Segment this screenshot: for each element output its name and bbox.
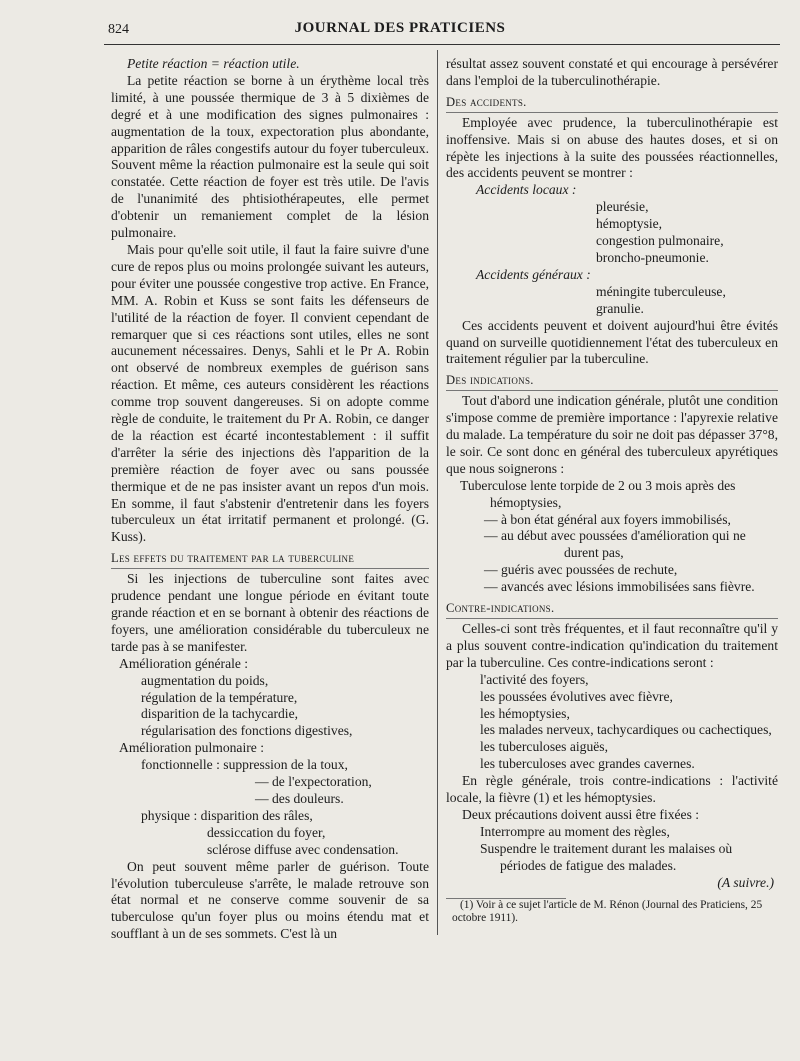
list-item: — des douleurs. xyxy=(255,790,344,806)
list-item: congestion pulmonaire, xyxy=(596,233,724,249)
list-item: hémoptysie, xyxy=(596,216,663,232)
list-item: les tuberculoses avec grandes cavernes. xyxy=(480,756,695,772)
paragraph: En règle générale, trois contre-indications : l'activité locale, la fièvre (1) et les hémoptysies. xyxy=(446,773,778,806)
list-label: Amélioration générale : xyxy=(119,655,249,671)
list-item: physique : disparition des râles, xyxy=(141,807,313,823)
list-item: — à bon état général aux foyers immobilisés, xyxy=(484,511,731,527)
paragraph: Celles-ci sont très fréquentes, et il faut reconnaître qu'il y a plus souvent contre-indication qu'indication du traitement par la tuberculine. Ces contre-indications seront : xyxy=(446,621,778,670)
column-divider xyxy=(437,50,438,935)
list-item: régularisation des fonctions digestives, xyxy=(141,723,353,739)
list-item: — guéris avec poussées de rechute, xyxy=(484,562,678,578)
list-item: Interrompre au moment des règles, xyxy=(480,823,670,839)
list-item: les malades nerveux, tachycardiques ou cachectiques, xyxy=(480,722,772,738)
paragraph: Tout d'abord une indication générale, plutôt une condition s'impose comme de première importance : l'apyrexie relative du malade. La température du soir ne doit pas dépasser 37°8, le soir. Ce sont donc en général des tuberculeux apyrétiques que nous soignerons : xyxy=(446,393,778,476)
list-item: broncho-pneumonie. xyxy=(596,249,709,265)
list-item: pleurésie, xyxy=(596,199,649,215)
header-rule xyxy=(104,44,780,45)
right-column xyxy=(446,56,778,925)
list-item: Suspendre le traitement durant les malaises où périodes de fatigue des malades. xyxy=(480,840,733,873)
paragraph: Deux précautions doivent aussi être fixées : xyxy=(462,806,700,822)
paragraph: Si les injections de tuberculine sont faites avec prudence pendant une longue période en évitant toute grande réaction et en se bornant à obtenir des réactions de foyers, une amélioration considérable du tuberculeux ne tarde pas à se manifester. xyxy=(111,571,429,654)
running-header xyxy=(0,18,800,44)
footnote: (1) Voir à ce sujet l'article de M. Rénon (Journal des Praticiens, 25 octobre 1911). xyxy=(452,898,763,924)
list-item: disparition de la tachycardie, xyxy=(141,706,299,722)
to-be-continued: (A suivre.) xyxy=(717,874,774,890)
section-heading: Les effets du traitement par la tuberculine xyxy=(111,550,429,569)
list-label: Accidents locaux : xyxy=(476,182,577,198)
journal-title: JOURNAL DES PRATICIENS xyxy=(294,20,506,36)
list-item: les poussées évolutives avec fièvre, xyxy=(480,688,673,704)
list-item: méningite tuberculeuse, xyxy=(596,283,726,299)
page-number: 824 xyxy=(108,22,129,37)
list-label: Accidents généraux : xyxy=(476,266,591,282)
list-item: Tuberculose lente torpide de 2 ou 3 mois après des hémoptysies, xyxy=(460,477,736,510)
list-item: l'activité des foyers, xyxy=(480,671,589,687)
paragraph: On peut souvent même parler de guérison. Toute l'évolution tuberculeuse s'arrête, le malade retrouve son état normal et ne conserve comme souvenir de sa tuberculose qu'un foyer plus ou moins étendu mat et soufflant à un de ses sommets. C'est là un xyxy=(111,858,429,942)
list-item: — au début avec poussées d'amélioration qui ne durent pas, xyxy=(484,528,746,561)
list-item: granulie. xyxy=(596,300,644,316)
list-item: — avancés avec lésions immobilisées sans fièvre. xyxy=(484,579,755,595)
paragraph: résultat assez souvent constaté et qui encourage à persévérer dans l'emploi de la tuberculinothérapie. xyxy=(446,56,778,88)
list-item: les hémoptysies, xyxy=(480,705,570,721)
section-heading: Des indications. xyxy=(446,372,778,391)
list-item: régulation de la température, xyxy=(141,689,298,705)
section-title: Petite réaction = réaction utile. xyxy=(127,56,300,71)
paragraph: La petite réaction se borne à un érythème local très limité, à une poussée thermique de 3 à 5 dixièmes de degré et à une modification des signes pulmonaires : augmentation de la toux, expectoration plus abondante, apparition de râles congestifs autour du foyer tuberculeux. Souvent même la réaction pulmonaire est la seule qui soit constatée. Cette réaction de foyer est très utile. De l'avis de l'unanimité des phtisiothérapeutes, elle permet d'obtenir un remaniement complet de la lésion pulmonaire. xyxy=(111,72,429,241)
list-label: Amélioration pulmonaire : xyxy=(119,740,264,756)
list-item: augmentation du poids, xyxy=(141,672,269,688)
list-item: sclérose diffuse avec condensation. xyxy=(207,841,399,857)
list-item: fonctionnelle : suppression de la toux, xyxy=(141,757,348,773)
paragraph: Employée avec prudence, la tuberculinothérapie est inoffensive. Mais si on abuse des hautes doses, et si on répète les injections à la suite des poussées réactionnelles, des accidents peuvent se montrer : xyxy=(446,114,778,181)
paragraph: Mais pour qu'elle soit utile, il faut la faire suivre d'une cure de repos plus ou moins prolongée suivant les auteurs, pour éviter une poussée congestive trop active. En France, MM. A. Robin et Kuss se sont faits les défenseurs de l'utilité de la réaction de foyer. Il convient cependant de remarquer que si ces réactions sont utiles, elles ne sont aucunement nécessaires. Denys, Sahli et le Pr A. Robin ont observé de nombreux exemples de guérison sans réaction. Et même, ces auteurs considèrent les réactions comme trop souvent dangereuses. Si on adopte comme règle de conduite, le traitement du Pr A. Robin, ce danger de la réaction est écarté incontestablement : il suffit d'arrêter la série des injections dès l'apparition de la première réaction de foyer avec ou sans poussée thermique et de ne pas insister avant un repos d'un mois. En somme, il faut s'abstenir d'entretenir dans les foyers tuberculeux un état irritatif permanent et prolongé. (G. Kuss). xyxy=(111,241,429,545)
section-heading: Contre-indications. xyxy=(446,600,778,619)
section-heading: Des accidents. xyxy=(446,94,778,113)
list-item: — de l'expectoration, xyxy=(255,774,372,790)
paragraph: Ces accidents peuvent et doivent aujourd'hui être évités quand on surveille quotidiennement l'état des tuberculeux en traitement régulier par la tuberculine. xyxy=(446,317,778,367)
list-item: les tuberculoses aiguës, xyxy=(480,739,608,755)
list-item: dessiccation du foyer, xyxy=(207,824,326,840)
left-column xyxy=(111,56,429,943)
